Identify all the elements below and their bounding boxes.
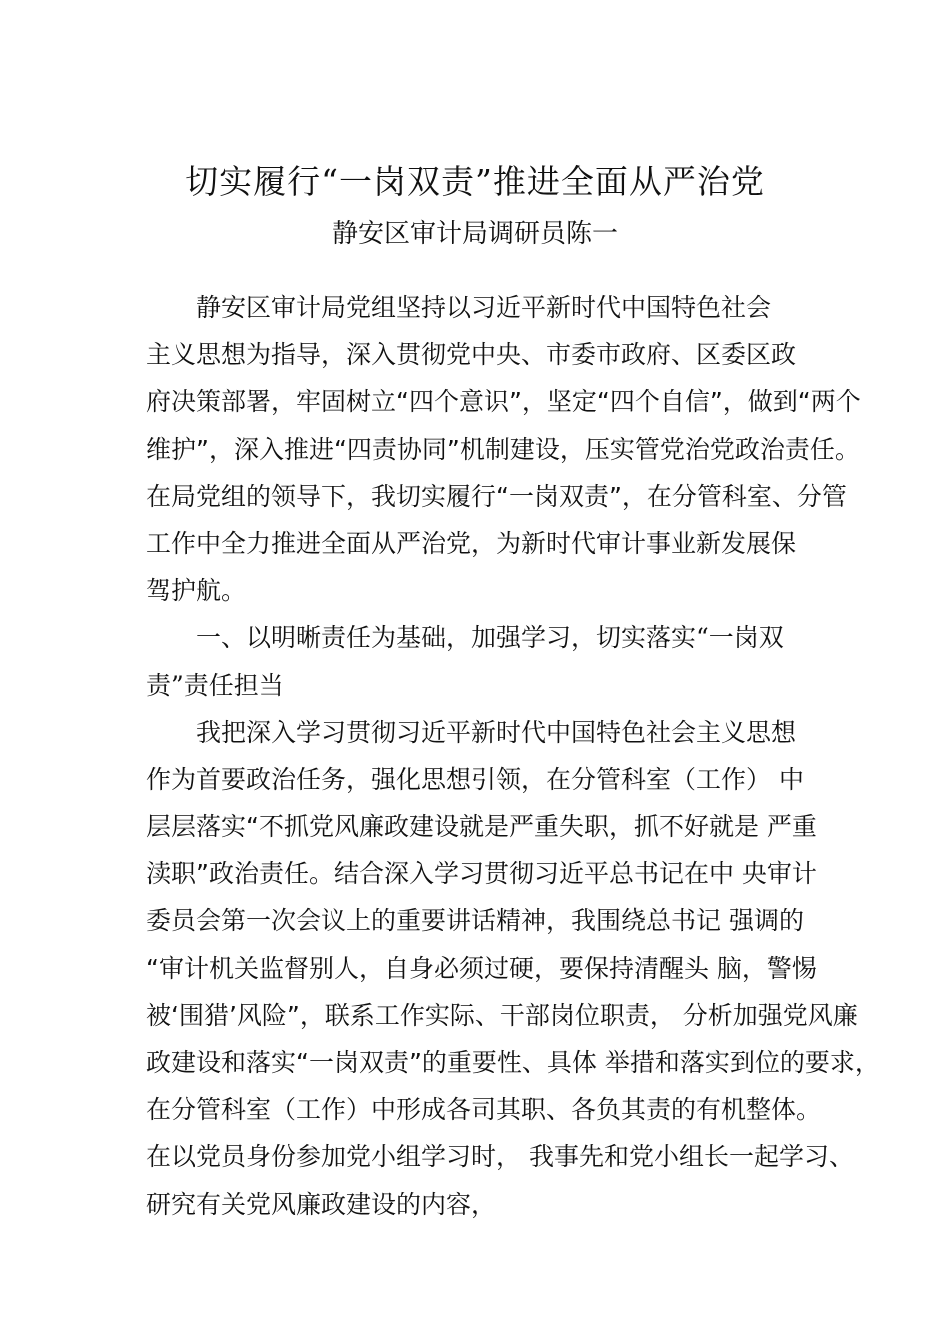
paragraph-line: 层层落实“不抓党风廉政建设就是严重失职，抓不好就是 严重 [146, 812, 817, 842]
paragraph-line: 委员会第一次会议上的重要讲话精神，我围绕总书记 强调的 [146, 906, 804, 936]
paragraph-line: 政建设和落实“一岗双责”的重要性、具体 举措和落实到位的要求， [146, 1048, 880, 1077]
paragraph-line: 被‘围猎’风险”，联系工作实际、干部岗位职责， 分析加强党风廉 [146, 1000, 858, 1030]
paragraph-line: 作为首要政治任务，强化思想引领，在分管科室（工作） 中 [146, 764, 804, 794]
paragraph-line: 工作中全力推进全面从严治党，为新时代审计事业新发展保 [146, 528, 797, 558]
paragraph-line: 在分管科室（工作）中形成各司其职、各负其责的有机整体。 [146, 1095, 822, 1125]
document-body [146, 284, 880, 1228]
document-title: 切实履行“一岗双责”推进全面从严治党 [185, 162, 765, 201]
paragraph-line: 我把深入学习贯彻习近平新时代中国特色社会主义思想 [196, 717, 797, 747]
paragraph-line: 主义思想为指导，深入贯彻党中央、市委市政府、区委区政 [146, 340, 797, 370]
section-heading-line: 责”责任担当 [146, 670, 284, 700]
paragraph-line: 府决策部署，牢固树立“四个意识”，坚定“四个自信”，做到“两个 [146, 387, 861, 417]
paragraph-line: 在以党员身份参加党小组学习时， 我事先和党小组长一起学习、 [146, 1142, 854, 1172]
section-heading-line: 一、以明晰责任为基础，加强学习，切实落实“一岗双 [196, 623, 784, 653]
paragraph-line: 在局党组的领导下，我切实履行“一岗双责”，在分管科室、分管 [146, 481, 847, 511]
paragraph-line: 静安区审计局党组坚持以习近平新时代中国特色社会 [196, 293, 772, 322]
paragraph-line: “审计机关监督别人，自身必须过硬，要保持清醒头 脑，警惕 [146, 953, 817, 983]
paragraph-line: 维护”，深入推进“四责协同”机制建设，压实管党治党政治责任。 [146, 434, 860, 464]
document-author: 静安区审计局调研员陈一 [331, 219, 618, 249]
paragraph-line: 研究有关党风廉政建设的内容， [146, 1189, 497, 1219]
paragraph-line: 渎职”政治责任。结合深入学习贯彻习近平总书记在中 央审计 [146, 859, 817, 889]
paragraph-line: 驾护航。 [146, 576, 247, 606]
